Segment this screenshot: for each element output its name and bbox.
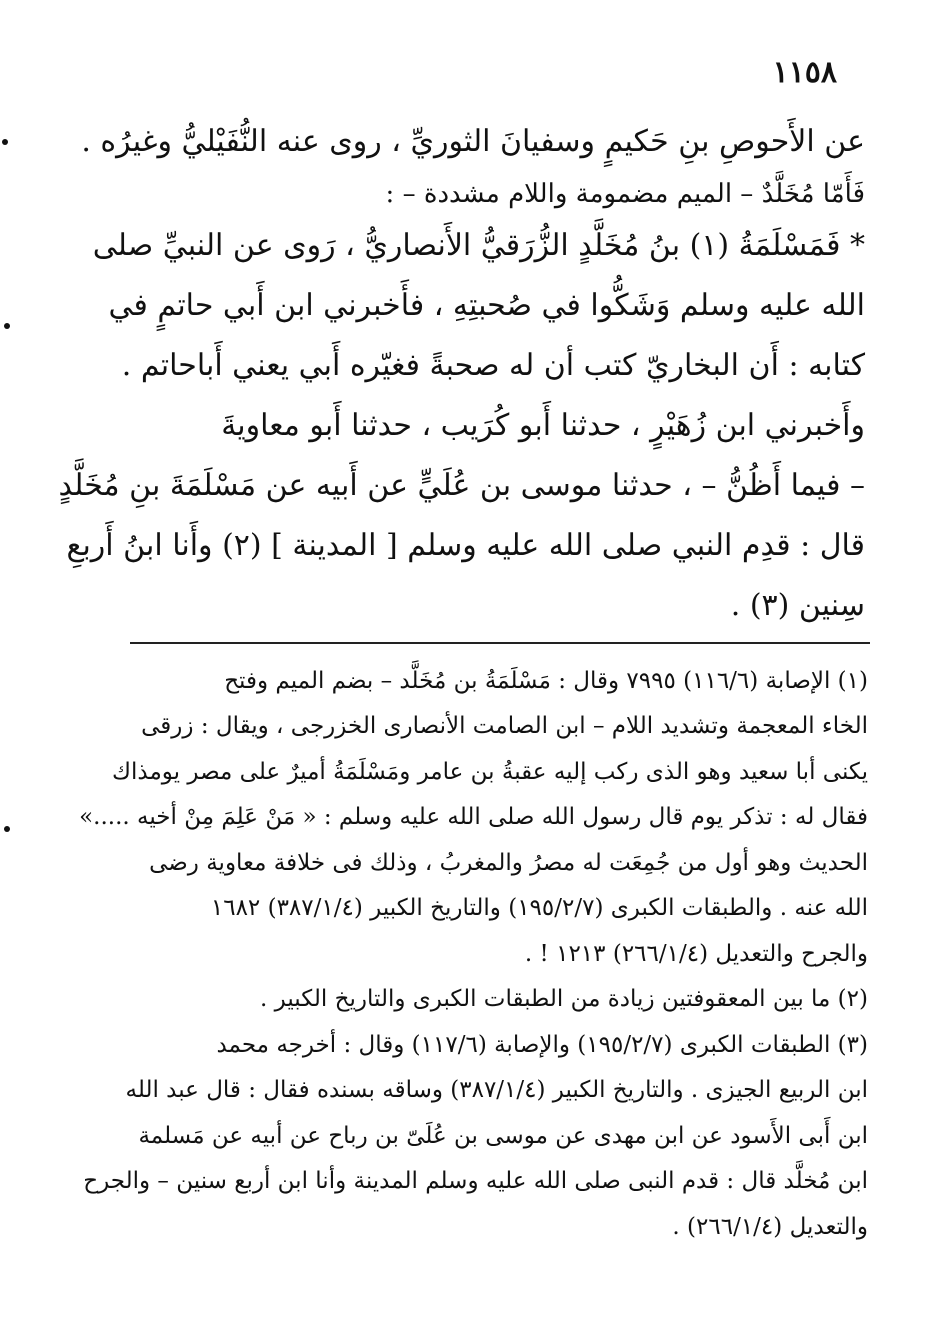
footnote-line: (٢) ما بين المعقوفتين زيادة من الطبقات الكبرى والتاريخ الكبير .: [260, 986, 868, 1013]
footnote-line: ابن أَبى الأَسود عن ابن مهدى عن موسى بن عُلَىّ بن رباح عن أبيه عن مَسلمة: [138, 1122, 868, 1149]
footnote-line: الله عنه . والطبقات الكبرى (١٩٥/٢/٧) والتاريخ الكبير (٣٨٧/١/٤) ١٦٨٢: [210, 895, 868, 922]
footnote-line: فقال له : تذكر يوم قال رسول الله صلى الله عليه وسلم : « مَنْ عَلِمَ مِنْ أخيه .....»: [79, 804, 868, 831]
footnote-line: والجرح والتعديل (٢٦٦/١/٤) ١٢١٣ ! .: [524, 940, 868, 967]
page-number: ١١٥٨: [772, 55, 837, 90]
body-line: عن الأَحوصِ بنِ حَكيمٍ وسفيانَ الثوريِّ ، روى عنه النُّفَيْليُّ وغيرُه .: [81, 124, 865, 159]
body-line: سِنين (٣) .: [730, 588, 865, 623]
body-line: * فَمَسْلَمَةُ (١) بنُ مُخَلَّدٍ الزُّرَقيُّ الأَنصاريُّ ، رَوى عن النبيِّ صلى: [92, 228, 865, 263]
footnote-separator: [130, 642, 870, 644]
footnote-line: والتعديل (٢٦٦/١/٤) .: [672, 1213, 868, 1240]
body-line: وأَخبرني ابن زُهَيْرٍ ، حدثنا أَبو كُرَيب ، حدثنا أَبو معاويةَ: [221, 408, 865, 443]
margin-mark: [4, 826, 10, 832]
body-line: قال : قدِم النبي صلى الله عليه وسلم [ المدينة ] (٢) وأَنا ابنُ أَربعِ: [66, 528, 865, 563]
margin-mark: [2, 139, 8, 145]
footnote-line: ابن مُخلَّد قال : قدم النبى صلى الله عليه وسلم المدينة وأنا ابن أربع سنين – والجرح: [83, 1168, 868, 1195]
body-line: فَأَمّا مُخَلَّدٌ – الميم مضمومة واللام مشددة – :: [385, 179, 865, 209]
body-line: الله عليه وسلم وَشَكُّوا في صُحبتِهِ ، فأَخبرني ابن أَبي حاتمٍ في: [108, 288, 865, 323]
margin-mark: [4, 323, 10, 329]
footnotes: [79, 658, 868, 1250]
footnote-line: ابن الربيع الجيزى . والتاريخ الكبير (٣٨٧/١/٤) وساقه بسنده فقال : قال عبد الله: [125, 1077, 868, 1104]
footnote-line: (٣) الطبقات الكبرى (١٩٥/٢/٧) والإصابة (١١٧/٦) وقال : أخرجه محمد: [216, 1031, 868, 1058]
body-line: – فيما أَظُنُّ – ، حدثنا موسى بن عُلَيٍّ عن أَبيه عن مَسْلَمَةَ بنِ مُخَلَّدٍ: [58, 468, 865, 503]
body-line: كتابه : أَن البخاريّ كتب أن له صحبةً فغيّره أَبي يعني أَباحاتم .: [121, 348, 865, 383]
footnote-line: الخاء المعجمة وتشديد اللام – ابن الصامت الأنصارى الخزرجى ، ويقال : زرقى: [141, 713, 868, 740]
footnote-line: الحديث وهو أول من جُمِعَت له مصرُ والمغربُ ، وذلك فى خلافة معاوية رضى: [149, 849, 868, 876]
main-text: [58, 112, 865, 636]
footnote-line: (١) الإصابة (١١٦/٦) ٧٩٩٥ وقال : مَسْلَمَةُ بن مُخَلَّد – بضم الميم وفتح: [224, 667, 868, 694]
footnote-line: يكنى أبا سعيد وهو الذى ركب إليه عقبةُ بن عامر ومَسْلَمَةُ أميرٌ على مصر يومذاك: [112, 758, 868, 785]
